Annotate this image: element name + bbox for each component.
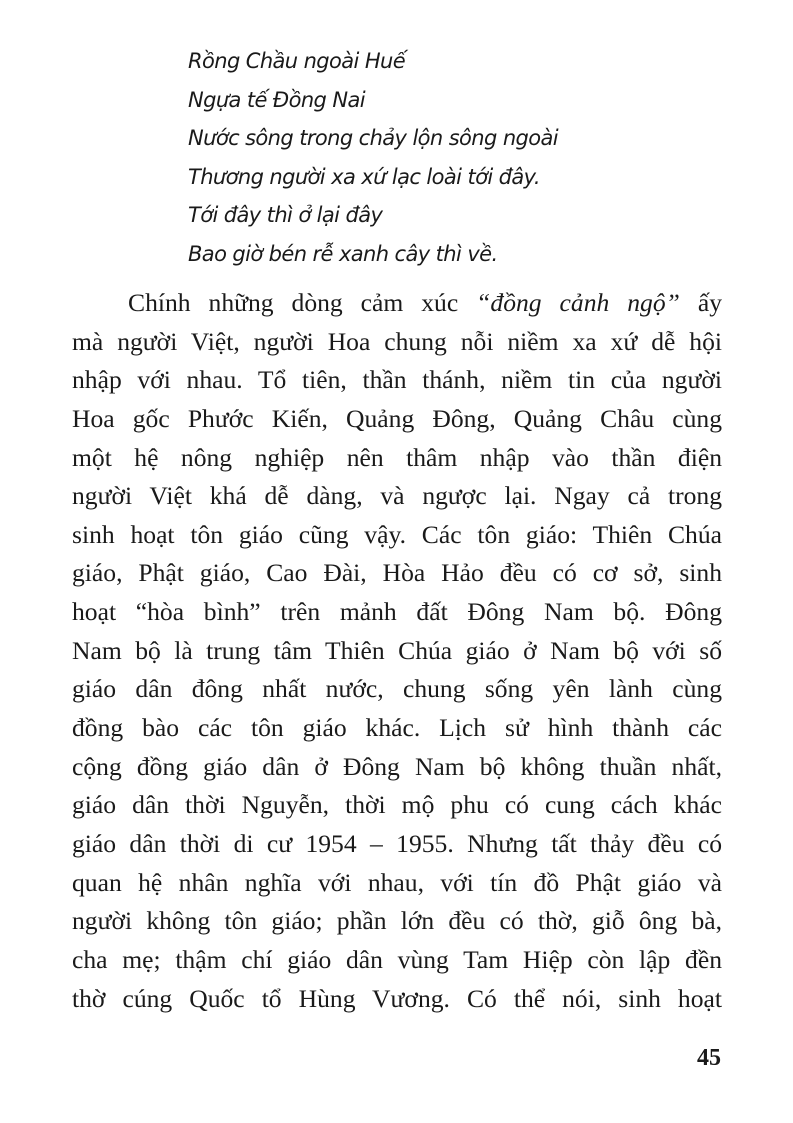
paragraph-line: thờ cúng Quốc tổ Hùng Vương. Có thể nói, sinh hoạt bbox=[72, 983, 722, 1013]
paragraph-first-line bbox=[72, 284, 722, 323]
poem-line: Tới đây thì ở lại đây bbox=[188, 203, 383, 228]
paragraph-line: đồng bào các tôn giáo khác. Lịch sử hình thành các bbox=[72, 713, 722, 743]
poem-block bbox=[188, 42, 558, 274]
poem-line: Thương người xa xứ lạc loài tới đây. bbox=[188, 164, 540, 189]
paragraph-line: Hoa gốc Phước Kiến, Quảng Đông, Quảng Châu cùng bbox=[72, 403, 722, 433]
poem-line: Rồng Chầu ngoài Huế bbox=[188, 49, 406, 73]
paragraph-line: giáo dân thời di cư 1954 – 1955. Nhưng tất thảy đều có bbox=[72, 828, 722, 858]
paragraph-line: người Việt khá dễ dàng, và ngược lại. Ngay cả trong bbox=[72, 481, 722, 511]
poem-line: Ngựa tế Đồng Nai bbox=[188, 87, 365, 112]
paragraph-line: giáo, Phật giáo, Cao Đài, Hòa Hảo đều có cơ sở, sinh bbox=[72, 558, 722, 588]
paragraph-line: sinh hoạt tôn giáo cũng vậy. Các tôn giáo: Thiên Chúa bbox=[72, 519, 722, 549]
paragraph-line: mà người Việt, người Hoa chung nỗi niềm xa xứ dễ hội bbox=[72, 326, 722, 356]
paragraph-line: Nam bộ là trung tâm Thiên Chúa giáo ở Nam bộ với số bbox=[72, 635, 722, 665]
paragraph-line: hoạt “hòa bình” trên mảnh đất Đông Nam bộ. Đông bbox=[72, 597, 722, 627]
paragraph-line: quan hệ nhân nghĩa với nhau, với tín đồ Phật giáo và bbox=[72, 867, 722, 897]
paragraph-line: giáo dân thời Nguyễn, thời mộ phu có cung cách khác bbox=[72, 790, 722, 820]
first-line-start: Chính những dòng cảm xúc bbox=[128, 288, 477, 317]
poem-line: Nước sông trong chảy lộn sông ngoài bbox=[188, 126, 559, 151]
body-paragraph bbox=[72, 284, 722, 1018]
quoted-phrase: “đồng cảnh ngộ” bbox=[476, 288, 680, 317]
page-number: 45 bbox=[697, 1045, 721, 1071]
paragraph-line: người không tôn giáo; phần lớn đều có thờ, giỗ ông bà, bbox=[72, 906, 722, 936]
first-line-end: ấy bbox=[679, 288, 722, 317]
paragraph-line: một hệ nông nghiệp nên thâm nhập vào thần điện bbox=[72, 442, 722, 472]
poem-line: Bao giờ bén rễ xanh cây thì về. bbox=[188, 241, 498, 266]
paragraph-line: giáo dân đông nhất nước, chung sống yên lành cùng bbox=[72, 674, 722, 704]
paragraph-line: nhập với nhau. Tổ tiên, thần thánh, niềm tin của người bbox=[72, 365, 722, 395]
paragraph-line: cộng đồng giáo dân ở Đông Nam bộ không thuần nhất, bbox=[72, 751, 722, 781]
paragraph-line: cha mẹ; thậm chí giáo dân vùng Tam Hiệp còn lập đền bbox=[72, 944, 722, 974]
